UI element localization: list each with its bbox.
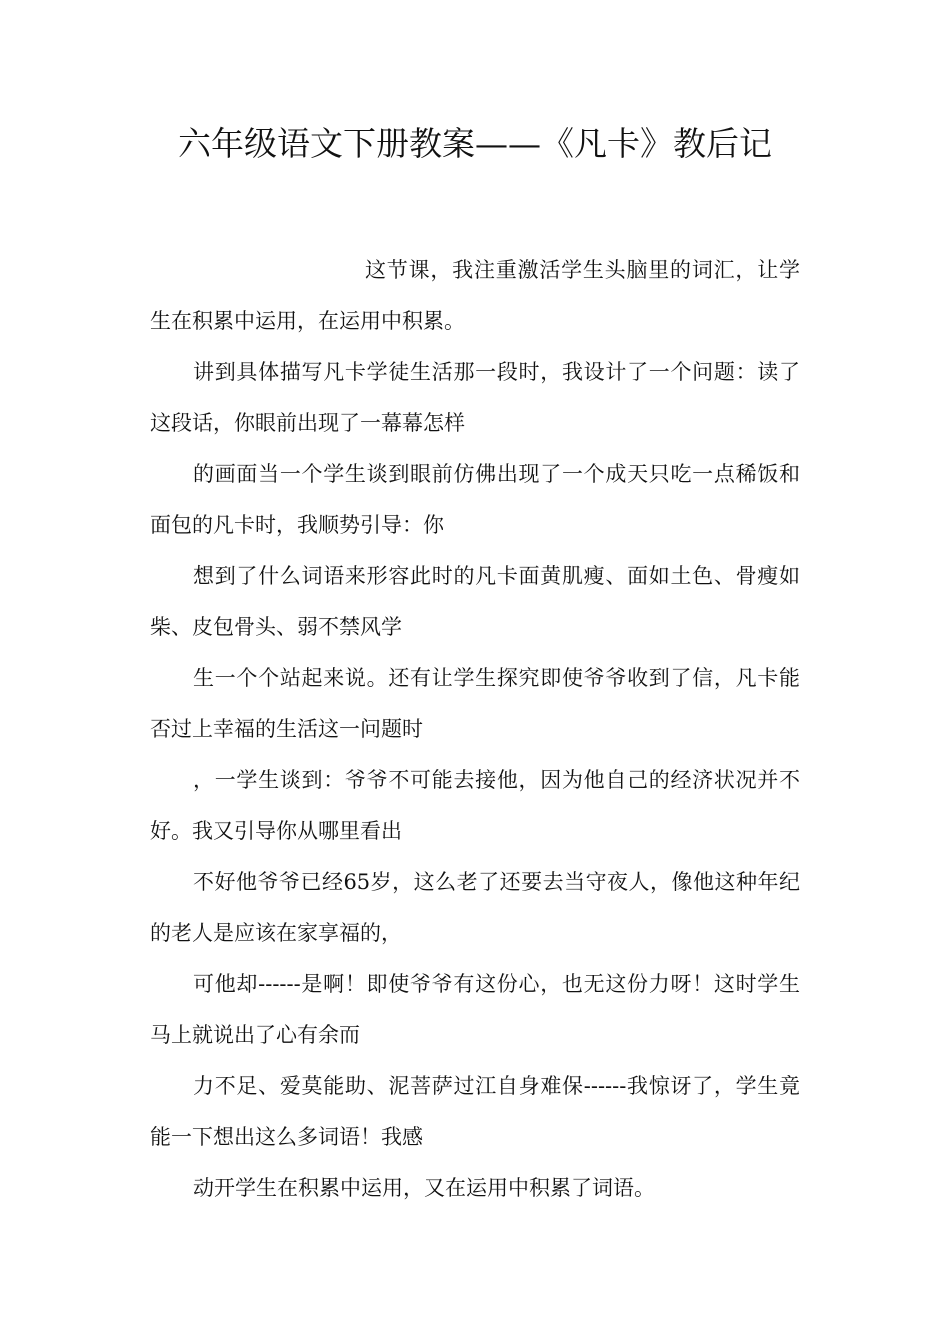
paragraph: 生一个个站起来说。还有让学生探究即使爷爷收到了信，凡卡能否过上幸福的生活这一问题时 bbox=[150, 666, 800, 741]
document-title: 六年级语文下册教案——《凡卡》教后记 bbox=[178, 124, 772, 163]
paragraph: 讲到具体描写凡卡学徒生活那一段时，我设计了一个问题：读了这段话，你眼前出现了一幕幕怎样 bbox=[150, 360, 800, 435]
paragraph: 不好他爷爷已经65岁，这么老了还要去当守夜人，像他这种年纪的老人是应该在家享福的， bbox=[150, 870, 800, 945]
paragraph: 想到了什么词语来形容此时的凡卡面黄肌瘦、面如土色、骨瘦如柴、皮包骨头、弱不禁风学 bbox=[150, 564, 800, 639]
paragraph: 这节课，我注重激活学生头脑里的词汇，让学生在积累中运用，在运用中积累。 bbox=[150, 258, 800, 333]
paragraph: ，一学生谈到：爷爷不可能去接他，因为他自己的经济状况并不好。我又引导你从哪里看出 bbox=[150, 768, 800, 843]
paragraph: 动开学生在积累中运用，又在运用中积累了词语。 bbox=[193, 1176, 655, 1200]
paragraph: 力不足、爱莫能助、泥菩萨过江自身难保------我惊讶了，学生竟能一下想出这么多词语！我感 bbox=[150, 1074, 800, 1149]
paragraph: 可他却------是啊！即使爷爷有这份心，也无这份力呀！这时学生马上就说出了心有余而 bbox=[150, 972, 800, 1047]
document-body bbox=[150, 245, 800, 1214]
paragraph: 的画面当一个学生谈到眼前仿佛出现了一个成天只吃一点稀饭和面包的凡卡时，我顺势引导：你 bbox=[150, 462, 800, 537]
